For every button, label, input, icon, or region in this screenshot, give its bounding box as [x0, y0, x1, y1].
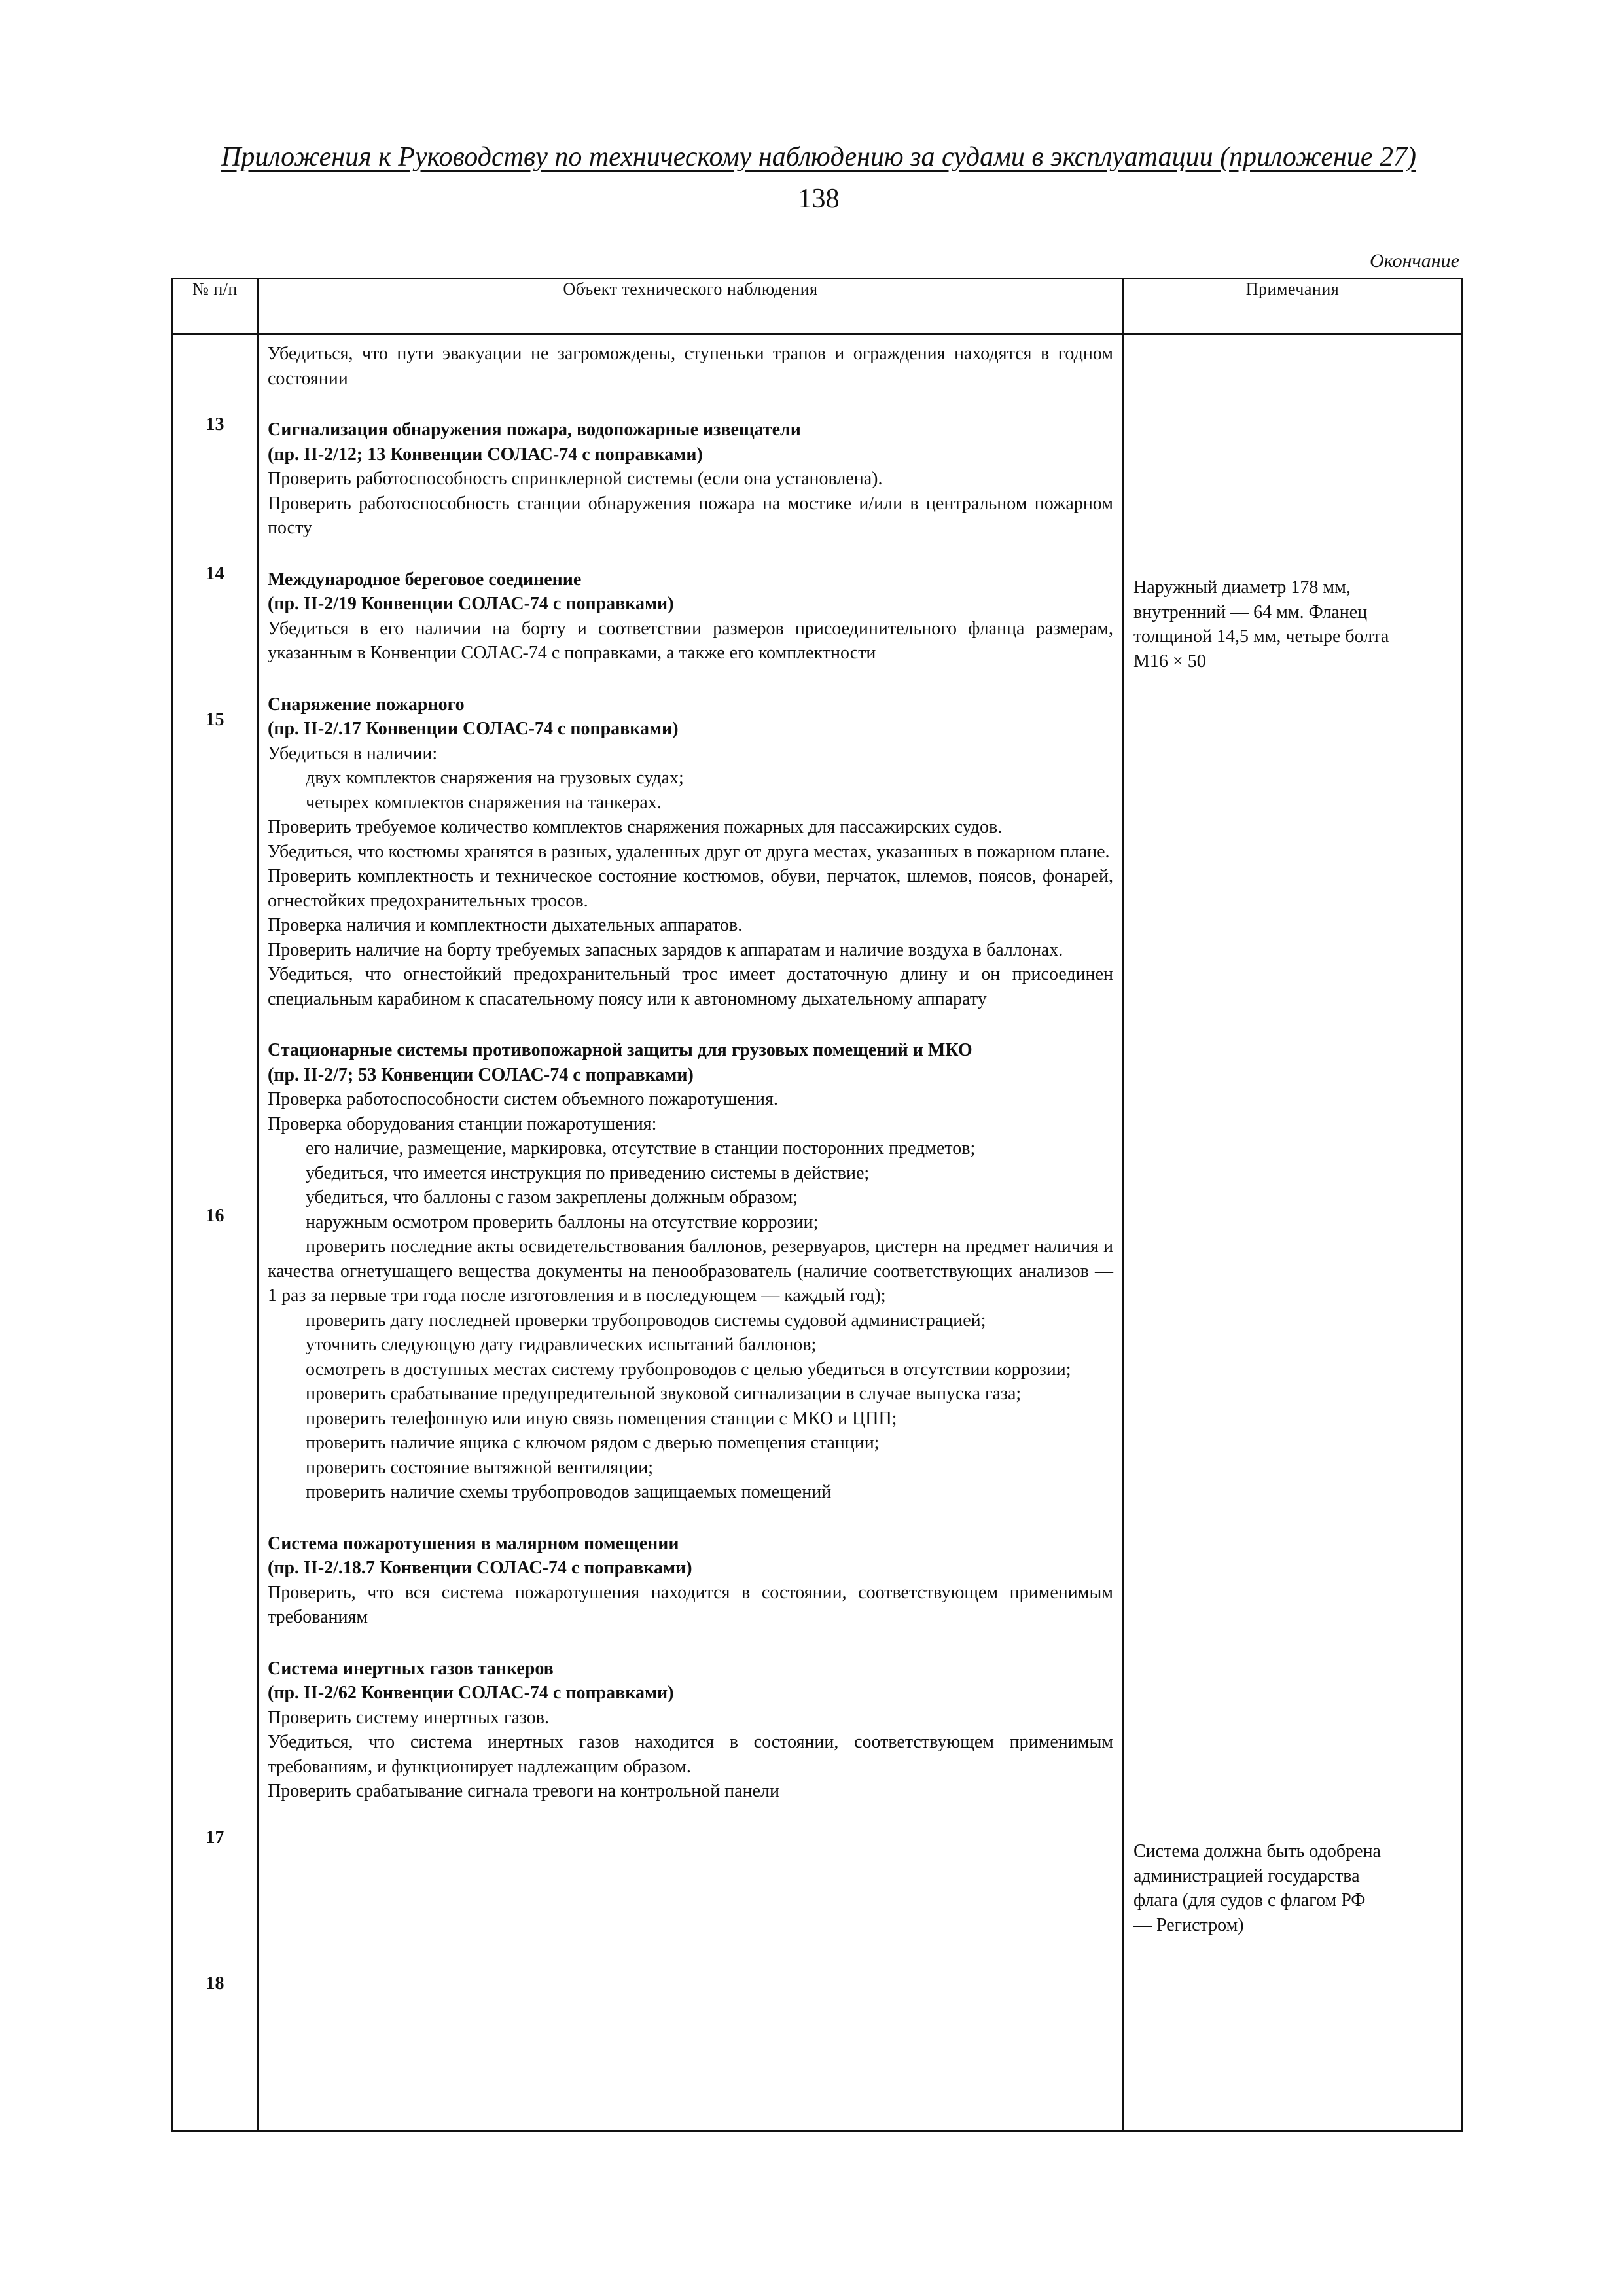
item-line: уточнить следующую дату гидравлических испытаний баллонов;	[306, 1335, 817, 1355]
item-line: проверить наличие ящика с ключом рядом с дверью помещения станции;	[306, 1433, 880, 1453]
note-line: Наружный диаметр 178 мм,	[1133, 577, 1351, 598]
inspection-table	[171, 278, 1463, 2132]
note-line: толщиной 14,5 мм, четыре болта	[1133, 626, 1389, 647]
item-line: Проверка работоспособности систем объемного пожаротушения.	[268, 1089, 778, 1109]
item-line: Проверить систему инертных газов.	[268, 1707, 550, 1728]
item-line: Проверить работоспособность станции обнаружения пожара на мостике и/или в центральном пожарном посту	[268, 493, 1113, 538]
item-line: убедиться, что имеется инструкция по приведению системы в действие;	[306, 1162, 870, 1183]
item-18	[268, 1657, 1113, 1804]
item-line: его наличие, размещение, маркировка, отсутствие в станции посторонних предметов;	[306, 1138, 976, 1158]
item-line: Убедиться в его наличии на борту и соответствии размеров присоединительного фланца размерам, указанным в Конвенции СОЛАС-74 с поправками, а также его комплектности	[268, 618, 1113, 663]
item-reference: (пр. II-2/.17 Конвенции СОЛАС-74 с поправками)	[268, 719, 679, 739]
item-number: 16	[205, 1206, 224, 1226]
item-number: 13	[205, 414, 224, 435]
note-line: администрацией государства	[1133, 1865, 1360, 1886]
item-line: проверить телефонную или иную связь помещения станции с МКО и ЦПП;	[306, 1408, 897, 1429]
item-line: Проверить, что вся система пожаротушения находится в состоянии, соответствующем применимым требованиям	[268, 1582, 1113, 1627]
item-14	[268, 567, 1113, 666]
item-number: 15	[205, 709, 224, 730]
item-line: Проверить срабатывание сигнала тревоги на контрольной панели	[268, 1781, 779, 1801]
item-line: Проверить комплектность и техническое состояние костюмов, обуви, перчаток, шлемов, поясов, фонарей, огнестойких предохранительных тросов.	[268, 866, 1113, 911]
item-line: Проверить наличие на борту требуемых запасных зарядов к аппаратам и наличие воздуха в баллонах.	[268, 939, 1063, 960]
item-reference: (пр. II-2/7; 53 Конвенции СОЛАС-74 с поправками)	[268, 1064, 694, 1085]
item-13	[268, 418, 1113, 541]
item-number: 14	[205, 564, 224, 584]
item-line: Убедиться в наличии:	[268, 743, 438, 764]
item-line: Проверка наличия и комплектности дыхательных аппаратов.	[268, 915, 743, 935]
note-item-14	[1133, 575, 1452, 673]
page-number: 138	[798, 184, 840, 214]
item-line: убедиться, что баллоны с газом закреплены должным образом;	[306, 1187, 798, 1208]
note-line: — Регистром)	[1133, 1914, 1244, 1935]
note-line: внутренний — 64 мм. Фланец	[1133, 601, 1368, 622]
item-line: Убедиться, что система инертных газов находится в состоянии, соответствующем применимым требованиям, и функционирует надлежащим образом.	[268, 1732, 1113, 1777]
object-column	[258, 334, 1124, 2132]
item-16	[268, 1038, 1113, 1505]
item-reference: (пр. II-2/62 Конвенции СОЛАС-74 с поправками)	[268, 1683, 674, 1703]
item-line: проверить состояние вытяжной вентиляции;	[306, 1457, 653, 1478]
item-line: двух комплектов снаряжения на грузовых судах;	[306, 768, 684, 788]
item-reference: (пр. II-2/12; 13 Конвенции СОЛАС-74 с поправками)	[268, 444, 703, 465]
item-title: Стационарные системы противопожарной защиты для грузовых помещений и МКО	[268, 1040, 972, 1060]
item-line: проверить дату последней проверки трубопроводов системы судовой администрацией;	[306, 1310, 986, 1331]
table-header-row	[173, 279, 1462, 334]
column-header-notes: Примечания	[1124, 279, 1462, 334]
item-line: осмотреть в доступных местах систему трубопроводов с целью убедиться в отсутствии коррозии;	[306, 1359, 1071, 1380]
item-reference: (пр. II-2/.18.7 Конвенции СОЛАС-74 с поправками)	[268, 1558, 692, 1578]
continuation-label: Окончание	[1370, 250, 1459, 272]
item-17	[268, 1532, 1113, 1630]
table-body-row	[173, 334, 1462, 2132]
item-title: Система инертных газов танкеров	[268, 1658, 554, 1679]
notes-column	[1124, 334, 1462, 2132]
note-line: флага (для судов с флагом РФ	[1133, 1890, 1366, 1910]
item-line: Убедиться, что костюмы хранятся в разных, удаленных друг от друга местах, указанных в пожарном плане.	[268, 841, 1110, 862]
running-title: Приложения к Руководству по техническому наблюдению за судами в эксплуатации (приложение 27)	[221, 142, 1416, 172]
item-line: четырех комплектов снаряжения на танкерах.	[306, 792, 662, 813]
note-line: М16 × 50	[1133, 651, 1206, 672]
item-line: Убедиться, что огнестойкий предохранительный трос имеет достаточную длину и он присоединен специальным карабином к спасательному поясу или к автономному дыхательному аппарату	[268, 964, 1113, 1009]
item-reference: (пр. II-2/19 Конвенции СОЛАС-74 с поправками)	[268, 594, 674, 614]
item-number: 18	[205, 1973, 224, 1994]
item-title: Сигнализация обнаружения пожара, водопожарные извещатели	[268, 420, 801, 440]
item-title: Система пожаротушения в малярном помещении	[268, 1533, 679, 1554]
item-line: проверить срабатывание предупредительной звуковой сигнализации в случае выпуска газа;	[306, 1384, 1022, 1404]
item-15	[268, 692, 1113, 1012]
item-line: наружным осмотром проверить баллоны на отсутствие коррозии;	[306, 1211, 819, 1232]
column-header-number: № п/п	[173, 279, 258, 334]
item-line: проверить наличие схемы трубопроводов защищаемых помещений	[306, 1482, 832, 1502]
note-item-17	[1133, 1839, 1452, 1937]
number-column	[173, 334, 258, 2132]
item-number: 17	[205, 1827, 224, 1848]
item-line: Проверить требуемое количество комплектов снаряжения пожарных для пассажирских судов.	[268, 817, 1003, 837]
item-title: Снаряжение пожарного	[268, 694, 465, 715]
item-line: Проверить работоспособность спринклерной системы (если она установлена).	[268, 469, 883, 489]
item-title: Международное береговое соединение	[268, 569, 582, 590]
item-line: Проверка оборудования станции пожаротушения:	[268, 1113, 657, 1134]
intro-text: Убедиться, что пути эвакуации не загромождены, ступеньки трапов и ограждения находятся в годном состоянии	[268, 344, 1113, 389]
item-line: проверить последние акты освидетельствования баллонов, резервуаров, цистерн на предмет наличия и качества огнетушащего вещества документы на пенообразователь (наличие соответствующих анализов — 1 раз за первые три года после изготовления и в последующем — каждый год);	[268, 1236, 1113, 1306]
column-header-object: Объект технического наблюдения	[258, 279, 1124, 334]
note-line: Система должна быть одобрена	[1133, 1841, 1381, 1861]
